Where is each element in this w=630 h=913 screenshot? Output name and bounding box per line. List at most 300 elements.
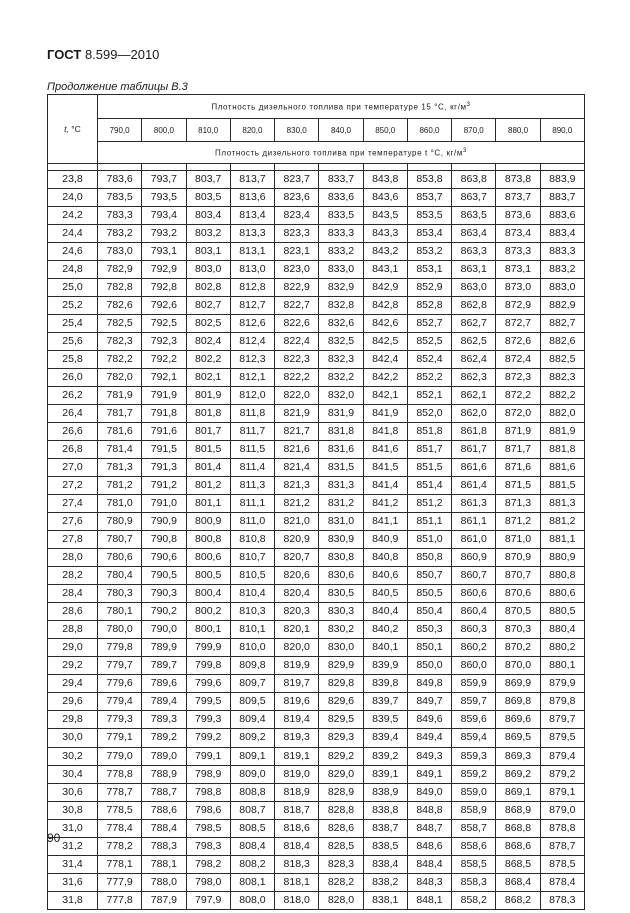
density-cell: 789,0	[142, 747, 186, 765]
density-cell: 853,4	[407, 225, 451, 243]
sub-header-text: Плотность дизельного топлива при температуре t °С, кг/м	[214, 148, 463, 158]
density-cell: 839,8	[363, 675, 407, 693]
table-row	[48, 405, 585, 423]
density-cell: 813,3	[230, 225, 274, 243]
density-cell: 842,5	[363, 333, 407, 351]
density-cell: 811,4	[230, 459, 274, 477]
density-cell: 852,7	[407, 315, 451, 333]
density-cell: 863,8	[452, 171, 496, 189]
density-cell: 798,5	[186, 819, 230, 837]
density-cell: 850,0	[407, 657, 451, 675]
density-cell: 882,3	[540, 369, 584, 387]
density-cell: 853,8	[407, 171, 451, 189]
table-row	[48, 747, 585, 765]
density-cell: 788,1	[142, 855, 186, 873]
density-cell: 880,1	[540, 657, 584, 675]
density-cell: 783,0	[98, 243, 142, 261]
density-cell: 791,2	[142, 477, 186, 495]
density-cell: 859,4	[452, 729, 496, 747]
density-cell: 788,6	[142, 801, 186, 819]
density-cell: 879,2	[540, 765, 584, 783]
density-cell: 800,2	[186, 603, 230, 621]
temperature-cell: 27,4	[48, 495, 98, 513]
density-cell: 859,3	[452, 747, 496, 765]
table-row	[48, 387, 585, 405]
density-cell: 790,0	[142, 621, 186, 639]
density-cell: 811,7	[230, 423, 274, 441]
density-cell: 779,6	[98, 675, 142, 693]
density-cell: 833,7	[319, 171, 363, 189]
density-cell: 842,1	[363, 387, 407, 405]
table-row	[48, 711, 585, 729]
table-row	[48, 639, 585, 657]
density-cell: 801,9	[186, 387, 230, 405]
density-column-header: 880,0	[496, 119, 540, 142]
density-cell: 819,4	[275, 711, 319, 729]
density-cell: 870,3	[496, 621, 540, 639]
density-cell: 849,8	[407, 675, 451, 693]
density-cell: 850,3	[407, 621, 451, 639]
density-cell: 788,4	[142, 819, 186, 837]
density-cell: 820,6	[275, 567, 319, 585]
table-row	[48, 369, 585, 387]
density-cell: 881,2	[540, 513, 584, 531]
density-column-header: 830,0	[275, 119, 319, 142]
table-row	[48, 225, 585, 243]
density-cell: 778,8	[98, 765, 142, 783]
density-cell: 793,2	[142, 225, 186, 243]
density-cell: 872,7	[496, 315, 540, 333]
density-cell: 798,6	[186, 801, 230, 819]
density-cell: 868,9	[496, 801, 540, 819]
density-cell: 850,7	[407, 567, 451, 585]
density-cell: 859,2	[452, 765, 496, 783]
density-cell: 858,9	[452, 801, 496, 819]
density-cell: 818,1	[275, 873, 319, 891]
density-cell: 828,8	[319, 801, 363, 819]
density-cell: 832,9	[319, 279, 363, 297]
temperature-cell: 24,0	[48, 189, 98, 207]
density-cell: 801,2	[186, 477, 230, 495]
density-cell: 861,4	[452, 477, 496, 495]
density-cell: 808,7	[230, 801, 274, 819]
temperature-cell: 27,8	[48, 531, 98, 549]
table-row	[48, 603, 585, 621]
density-cell: 831,8	[319, 423, 363, 441]
density-cell: 871,0	[496, 531, 540, 549]
density-cell: 782,9	[98, 261, 142, 279]
density-cell: 792,5	[142, 315, 186, 333]
density-cell: 803,5	[186, 189, 230, 207]
density-cell: 801,7	[186, 423, 230, 441]
density-cell: 787,9	[142, 891, 186, 909]
density-cell: 819,9	[275, 657, 319, 675]
density-cell: 840,2	[363, 621, 407, 639]
density-cell: 810,5	[230, 567, 274, 585]
density-cell: 862,1	[452, 387, 496, 405]
density-cell: 861,0	[452, 531, 496, 549]
density-cell: 790,2	[142, 603, 186, 621]
density-cell: 823,3	[275, 225, 319, 243]
density-cell: 809,8	[230, 657, 274, 675]
density-column-header: 890,0	[540, 119, 584, 142]
temperature-cell: 28,8	[48, 621, 98, 639]
density-cell: 830,8	[319, 549, 363, 567]
table-row	[48, 459, 585, 477]
temperature-cell: 28,0	[48, 549, 98, 567]
density-cell: 800,1	[186, 621, 230, 639]
density-cell: 841,8	[363, 423, 407, 441]
density-cell: 792,9	[142, 261, 186, 279]
density-cell: 792,6	[142, 297, 186, 315]
density-cell: 829,9	[319, 657, 363, 675]
density-cell: 843,2	[363, 243, 407, 261]
spacer-cell	[407, 164, 451, 171]
density-cell: 789,4	[142, 693, 186, 711]
density-cell: 800,6	[186, 549, 230, 567]
density-cell: 819,1	[275, 747, 319, 765]
temperature-cell: 25,6	[48, 333, 98, 351]
density-cell: 782,8	[98, 279, 142, 297]
density-cell: 822,2	[275, 369, 319, 387]
density-cell: 820,3	[275, 603, 319, 621]
temperature-cell: 27,2	[48, 477, 98, 495]
density-cell: 801,4	[186, 459, 230, 477]
density-cell: 880,5	[540, 603, 584, 621]
density-cell: 778,2	[98, 837, 142, 855]
density-cell: 780,9	[98, 513, 142, 531]
density-cell: 863,3	[452, 243, 496, 261]
density-cell: 793,1	[142, 243, 186, 261]
density-cell: 878,3	[540, 891, 584, 909]
temperature-cell: 31,0	[48, 819, 98, 837]
density-cell: 848,8	[407, 801, 451, 819]
density-cell: 790,3	[142, 585, 186, 603]
density-cell: 883,4	[540, 225, 584, 243]
density-cell: 858,5	[452, 855, 496, 873]
density-cell: 849,3	[407, 747, 451, 765]
density-cell: 799,9	[186, 639, 230, 657]
density-cell: 860,0	[452, 657, 496, 675]
density-cell: 831,9	[319, 405, 363, 423]
density-cell: 793,5	[142, 189, 186, 207]
density-cell: 851,5	[407, 459, 451, 477]
density-cell: 811,0	[230, 513, 274, 531]
density-cell: 869,9	[496, 675, 540, 693]
density-cell: 882,7	[540, 315, 584, 333]
density-cell: 833,5	[319, 207, 363, 225]
density-cell: 803,4	[186, 207, 230, 225]
density-cell: 819,6	[275, 693, 319, 711]
density-cell: 858,7	[452, 819, 496, 837]
density-cell: 818,6	[275, 819, 319, 837]
density-cell: 813,1	[230, 243, 274, 261]
density-cell: 819,7	[275, 675, 319, 693]
density-cell: 861,8	[452, 423, 496, 441]
density-cell: 860,4	[452, 603, 496, 621]
density-cell: 792,1	[142, 369, 186, 387]
density-cell: 782,2	[98, 351, 142, 369]
spacer-cell	[275, 164, 319, 171]
density-cell: 808,0	[230, 891, 274, 909]
density-cell: 833,0	[319, 261, 363, 279]
density-cell: 793,7	[142, 171, 186, 189]
density-cell: 831,2	[319, 495, 363, 513]
temperature-cell: 30,4	[48, 765, 98, 783]
density-cell: 822,3	[275, 351, 319, 369]
density-cell: 879,5	[540, 729, 584, 747]
density-cell: 851,8	[407, 423, 451, 441]
density-cell: 830,2	[319, 621, 363, 639]
density-cell: 802,4	[186, 333, 230, 351]
temperature-cell: 29,8	[48, 711, 98, 729]
density-cell: 792,8	[142, 279, 186, 297]
density-cell: 822,4	[275, 333, 319, 351]
density-cell: 832,6	[319, 315, 363, 333]
density-cell: 818,4	[275, 837, 319, 855]
table-row	[48, 315, 585, 333]
density-cell: 860,9	[452, 549, 496, 567]
density-cell: 860,2	[452, 639, 496, 657]
density-cell: 808,4	[230, 837, 274, 855]
temperature-cell: 29,6	[48, 693, 98, 711]
density-cell: 781,3	[98, 459, 142, 477]
density-cell: 782,5	[98, 315, 142, 333]
density-cell: 851,0	[407, 531, 451, 549]
density-cell: 779,3	[98, 711, 142, 729]
table-row	[48, 279, 585, 297]
density-cell: 812,8	[230, 279, 274, 297]
table-row	[48, 333, 585, 351]
t-symbol: t	[64, 124, 67, 134]
density-cell: 881,9	[540, 423, 584, 441]
density-cell: 851,1	[407, 513, 451, 531]
main-header-power: 3	[466, 101, 471, 108]
density-cell: 818,0	[275, 891, 319, 909]
density-cell: 789,2	[142, 729, 186, 747]
density-cell: 840,5	[363, 585, 407, 603]
density-cell: 849,4	[407, 729, 451, 747]
density-cell: 883,3	[540, 243, 584, 261]
density-cell: 799,6	[186, 675, 230, 693]
spacer-cell	[363, 164, 407, 171]
temperature-cell: 30,6	[48, 783, 98, 801]
main-header	[98, 95, 585, 119]
density-cell: 832,8	[319, 297, 363, 315]
density-column-header: 840,0	[319, 119, 363, 142]
density-cell: 872,2	[496, 387, 540, 405]
density-cell: 798,9	[186, 765, 230, 783]
density-cell: 868,8	[496, 819, 540, 837]
density-cell: 841,6	[363, 441, 407, 459]
density-cell: 803,1	[186, 243, 230, 261]
density-cell: 812,7	[230, 297, 274, 315]
density-cell: 833,6	[319, 189, 363, 207]
density-cell: 803,7	[186, 171, 230, 189]
density-cell: 848,7	[407, 819, 451, 837]
density-cell: 870,6	[496, 585, 540, 603]
temperature-cell: 29,2	[48, 657, 98, 675]
density-cell: 841,4	[363, 477, 407, 495]
density-cell: 860,6	[452, 585, 496, 603]
density-cell: 823,6	[275, 189, 319, 207]
density-cell: 811,1	[230, 495, 274, 513]
t-unit: , °С	[66, 124, 81, 134]
density-cell: 868,5	[496, 855, 540, 873]
density-cell: 863,7	[452, 189, 496, 207]
density-cell: 878,7	[540, 837, 584, 855]
temperature-cell: 26,8	[48, 441, 98, 459]
density-cell: 783,3	[98, 207, 142, 225]
density-cell: 829,0	[319, 765, 363, 783]
temperature-cell: 24,4	[48, 225, 98, 243]
density-cell: 882,9	[540, 297, 584, 315]
density-cell: 873,0	[496, 279, 540, 297]
density-cell: 828,3	[319, 855, 363, 873]
density-cell: 799,5	[186, 693, 230, 711]
density-cell: 778,1	[98, 855, 142, 873]
density-cell: 859,6	[452, 711, 496, 729]
density-cell: 870,5	[496, 603, 540, 621]
density-cell: 861,6	[452, 459, 496, 477]
density-cell: 859,7	[452, 693, 496, 711]
density-column-header: 820,0	[230, 119, 274, 142]
density-cell: 788,3	[142, 837, 186, 855]
density-cell: 810,8	[230, 531, 274, 549]
density-cell: 839,4	[363, 729, 407, 747]
temperature-cell: 25,0	[48, 279, 98, 297]
density-cell: 883,6	[540, 207, 584, 225]
density-cell: 810,1	[230, 621, 274, 639]
temperature-cell: 26,6	[48, 423, 98, 441]
density-cell: 831,3	[319, 477, 363, 495]
document-header	[47, 47, 159, 62]
sub-header-power: 3	[462, 147, 467, 154]
table-row	[48, 765, 585, 783]
density-cell: 880,9	[540, 549, 584, 567]
density-cell: 819,0	[275, 765, 319, 783]
density-cell: 839,1	[363, 765, 407, 783]
table-row	[48, 819, 585, 837]
density-cell: 830,9	[319, 531, 363, 549]
density-cell: 789,7	[142, 657, 186, 675]
page-number: 90	[47, 831, 61, 845]
density-cell: 821,3	[275, 477, 319, 495]
density-cell: 861,7	[452, 441, 496, 459]
density-cell: 781,6	[98, 423, 142, 441]
temperature-cell: 27,6	[48, 513, 98, 531]
temperature-cell: 27,0	[48, 459, 98, 477]
density-cell: 790,8	[142, 531, 186, 549]
temperature-cell: 25,2	[48, 297, 98, 315]
density-cell: 780,4	[98, 567, 142, 585]
density-cell: 849,6	[407, 711, 451, 729]
density-cell: 860,3	[452, 621, 496, 639]
density-cell: 858,6	[452, 837, 496, 855]
density-cell: 803,2	[186, 225, 230, 243]
density-cell: 852,5	[407, 333, 451, 351]
density-cell: 781,2	[98, 477, 142, 495]
density-cell: 808,5	[230, 819, 274, 837]
density-cell: 810,7	[230, 549, 274, 567]
temperature-cell: 29,4	[48, 675, 98, 693]
density-cell: 838,8	[363, 801, 407, 819]
density-cell: 779,4	[98, 693, 142, 711]
density-cell: 852,0	[407, 405, 451, 423]
density-cell: 848,6	[407, 837, 451, 855]
temperature-cell: 31,8	[48, 891, 98, 909]
density-cell: 833,2	[319, 243, 363, 261]
density-cell: 869,6	[496, 711, 540, 729]
spacer-cell	[452, 164, 496, 171]
density-cell: 838,4	[363, 855, 407, 873]
density-cell: 828,0	[319, 891, 363, 909]
density-cell: 789,6	[142, 675, 186, 693]
density-cell: 780,7	[98, 531, 142, 549]
spacer-row	[48, 164, 585, 171]
density-cell: 818,9	[275, 783, 319, 801]
density-cell: 841,2	[363, 495, 407, 513]
density-cell: 791,8	[142, 405, 186, 423]
table-row	[48, 207, 585, 225]
density-cell: 819,3	[275, 729, 319, 747]
density-cell: 798,2	[186, 855, 230, 873]
density-cell: 853,1	[407, 261, 451, 279]
main-header-text: Плотность дизельного топлива при температуре 15 °С, кг/м	[211, 102, 467, 112]
density-cell: 873,6	[496, 207, 540, 225]
density-cell: 879,0	[540, 801, 584, 819]
density-cell: 828,5	[319, 837, 363, 855]
density-cell: 873,8	[496, 171, 540, 189]
density-cell: 862,7	[452, 315, 496, 333]
density-cell: 839,9	[363, 657, 407, 675]
density-cell: 778,7	[98, 783, 142, 801]
density-cell: 792,2	[142, 351, 186, 369]
density-cell: 800,8	[186, 531, 230, 549]
spacer-cell	[186, 164, 230, 171]
density-cell: 790,6	[142, 549, 186, 567]
density-cell: 831,6	[319, 441, 363, 459]
density-cell: 829,6	[319, 693, 363, 711]
temperature-cell: 28,6	[48, 603, 98, 621]
density-cell: 841,9	[363, 405, 407, 423]
density-cell: 828,6	[319, 819, 363, 837]
density-cell: 828,9	[319, 783, 363, 801]
density-cell: 871,9	[496, 423, 540, 441]
density-cell: 849,1	[407, 765, 451, 783]
density-cell: 882,6	[540, 333, 584, 351]
density-cell: 809,4	[230, 711, 274, 729]
density-cell: 782,6	[98, 297, 142, 315]
density-cell: 783,5	[98, 189, 142, 207]
density-cell: 850,5	[407, 585, 451, 603]
density-cell: 838,5	[363, 837, 407, 855]
density-cell: 843,6	[363, 189, 407, 207]
density-cell: 802,8	[186, 279, 230, 297]
density-cell: 813,4	[230, 207, 274, 225]
temperature-cell: 26,0	[48, 369, 98, 387]
density-cell: 851,2	[407, 495, 451, 513]
density-cell: 821,2	[275, 495, 319, 513]
density-cell: 799,3	[186, 711, 230, 729]
density-cell: 878,4	[540, 873, 584, 891]
density-cell: 833,3	[319, 225, 363, 243]
density-cell: 869,3	[496, 747, 540, 765]
table-row	[48, 729, 585, 747]
density-cell: 799,2	[186, 729, 230, 747]
temperature-header	[48, 95, 98, 164]
density-cell: 828,2	[319, 873, 363, 891]
